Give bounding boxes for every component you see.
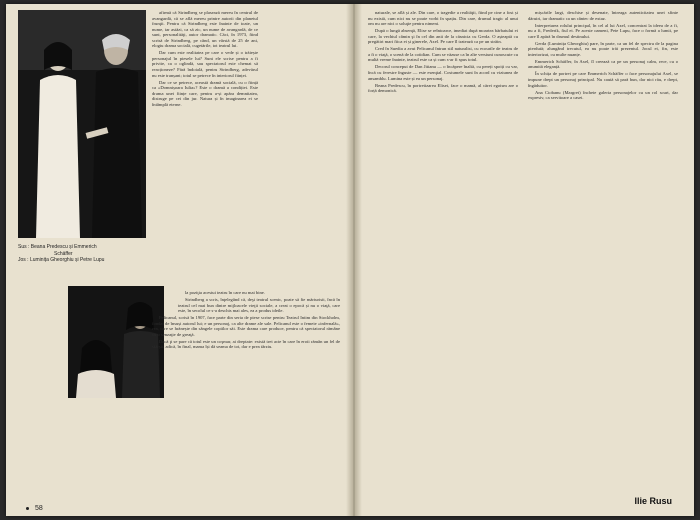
photo-top-image xyxy=(18,10,146,238)
photo-bottom-image xyxy=(68,286,164,398)
bullet-icon xyxy=(26,507,29,510)
caption-top-line2: Schäffer xyxy=(54,250,73,257)
col1-paragraph: Dar ce se petrece, această dramă socială, cu o ființă ca «Domnișoara Iulia»? Este o dramă a condiției. Este drama unei ființe care, pentru a-și apăra demnitatea, distruge pe cei din jur. Natura și în imaginarea ei se întâmplă eterne. xyxy=(152,79,258,107)
column-2b xyxy=(18,402,144,502)
book-gutter xyxy=(346,4,362,516)
photo-bottom xyxy=(68,286,164,398)
col2-paragraph: Pelicanul, scrisă în 1907, face parte din seria de piese scrise pentru Teatrul Intim din Stockholm, fondat de însuși autorul lui; e un personaj, ca alte drame ale sale. Pelicanul este o femeie «infernală», rea, care se hrănește din sângele copiilor săi. Este drama care produce, pentru că spectatorul rămâne cu o senzaţie de greaţă. xyxy=(152,315,340,337)
page-number-text: 58 xyxy=(35,505,43,512)
col4-paragraph: Ana Ciobanu (Margret) încheie galeria personajelor cu un rol scurt, dar expresiv, ca servitoare a casei. xyxy=(528,89,678,101)
col2-paragraph: la poziţia acestui teatru în care nu mai bine. xyxy=(185,290,265,295)
caption-bottom: Jos : Luminița Gheorghiu și Petre Lupu xyxy=(18,257,105,263)
author-signature: Ilie Rusu xyxy=(634,496,672,506)
col2-paragraph: Dacă ţi se pare că totul este un coşmar, ai dreptate: există trei acte în care în eroii rămân un fel de sfârșit, adică, în final, mama își dă seama de tot, dar e prea târziu. xyxy=(152,338,340,350)
col4-paragraph: Interpretarea rolului principal, în cel al lui Axel, concentrat la ideea de a fi, nu a fi, Frederik, fiul ei. Pe aceste oameni, Pete Lupu, face o formă a lumii, pe care îl apără în drumul destinului. xyxy=(528,22,678,39)
col4-paragraph: mișcările largi, deschise și desenate, întreaga autenticitatea unei sfinte dăruiri, iar dramatic ca un cântec de extaz. xyxy=(528,10,678,21)
col3-paragraph: naturale, se află și ale. Din care, o tragedie a realităţii, fiind pe cine a fost și nu există, cum nici nu se poate vorbi în spațiu. Din care, drumul tragic al unui om nu are nici o soluţie pentru nimeni. xyxy=(368,10,518,27)
caption-top-line1: Sus : Beana Predescu și Emmerich xyxy=(18,244,97,250)
magazine-spread xyxy=(6,4,694,516)
col4-paragraph: Emmerich Schäffer, în Axel, îl creează ca pe un personaj calm, rece, cu o anumită eleganță. xyxy=(528,58,678,70)
photo-captions xyxy=(18,244,138,264)
col4-paragraph: În schița de portret pe care Emmerich Schäffer o face personajului Axel, se impune drept un personaj principal. Nu caută să pară bun, dar nici rău, e drept, îngăduitor. xyxy=(528,71,678,88)
col4-paragraph: Gerda (Luminița Gheorghiu) pare, în parte, ca un fel de spectru de la pagina pierdută; alungând trecutul, ea nu poate trăi prezentul. Jocul ei, fin, este interiorizat, cu multe nuanțe. xyxy=(528,40,678,57)
col3-paragraph: Decorul conceput de Dan Jitianu — o încăpere înaltă, cu pereți spoiți cu var, încă cu ferestre înguste — este esenţial. Costumele sunt în acord cu viziunea de ansamblu. Lumina este și ea un personaj. xyxy=(368,64,518,81)
column-1-continued xyxy=(152,248,258,288)
column-3 xyxy=(368,10,518,504)
col3-paragraph: După o lungă absenţă, Elise se reîntoarce, imediat după moartea bărbatului ei care, la vechiul câmin şi în cel din anii de la căsnicia cu Gerda. O așteaptă cu pregătiri mari fiica ei și ginerele, Axel. Pe care îl tratează ca pe un străin. xyxy=(368,28,518,45)
col2-paragraph: Strindberg a scris, înţelegând că, deşi teatrul scenic, poate să fie mărturisit, încă în teatrul cel mai bun dintre mijloacele vieţii sociale, a creat o epocă și nu o viaţă, care este, în secolul ce s-a deschis mai ales, ea a produs ideile. xyxy=(178,297,340,314)
page-number xyxy=(26,505,43,512)
column-4 xyxy=(528,10,678,484)
col3-paragraph: Cred în Suedia a avut Pelicanul întrun stil naturalist, cu ecourile de teatru de a fi o viaţă, o scenă de la cotidian. Cum se văzuse ca în alte versiuni cunoscute cu multă vreme înainte, teatrul este ca și cum s-ar fi spus totul. xyxy=(368,46,518,63)
col1-paragraph: Dar cum este realitatea pe care o vede și o trăiește personajul în piesele lui? Sunt ele scrise pentru a fi privite, ca o oglindă, sau spectatorul este chemat să reacționeze? Fără îndoială, pentru Strindberg, adevărul nu este tranșant; totul se petrece în interiorul ființei. xyxy=(152,50,258,78)
photo-top xyxy=(18,10,146,238)
col1-paragraph: afirmă că Strindberg se plasează mereu în centrul de avangardă, că se află mereu printre autorii din planetul frunţii. Pentru că Strindberg este înainte de toate, un nume, iar astăzi, ca să zic, un nume de avangardă, de ce sunt, personalităţi, autor dramatic. Căci, în 1973, fiind scrisă de Strindberg, pe când, un vârstă de 25 de ani, elogiu drama socială, cugetările, tot teatrul lui. xyxy=(152,10,258,49)
column-1 xyxy=(152,10,258,246)
column-2 xyxy=(152,290,340,504)
col3-paragraph: Beana Predescu, în portretizarea Elisei, face o mamă, al cărei egoism are o forță demonică. xyxy=(368,82,518,94)
